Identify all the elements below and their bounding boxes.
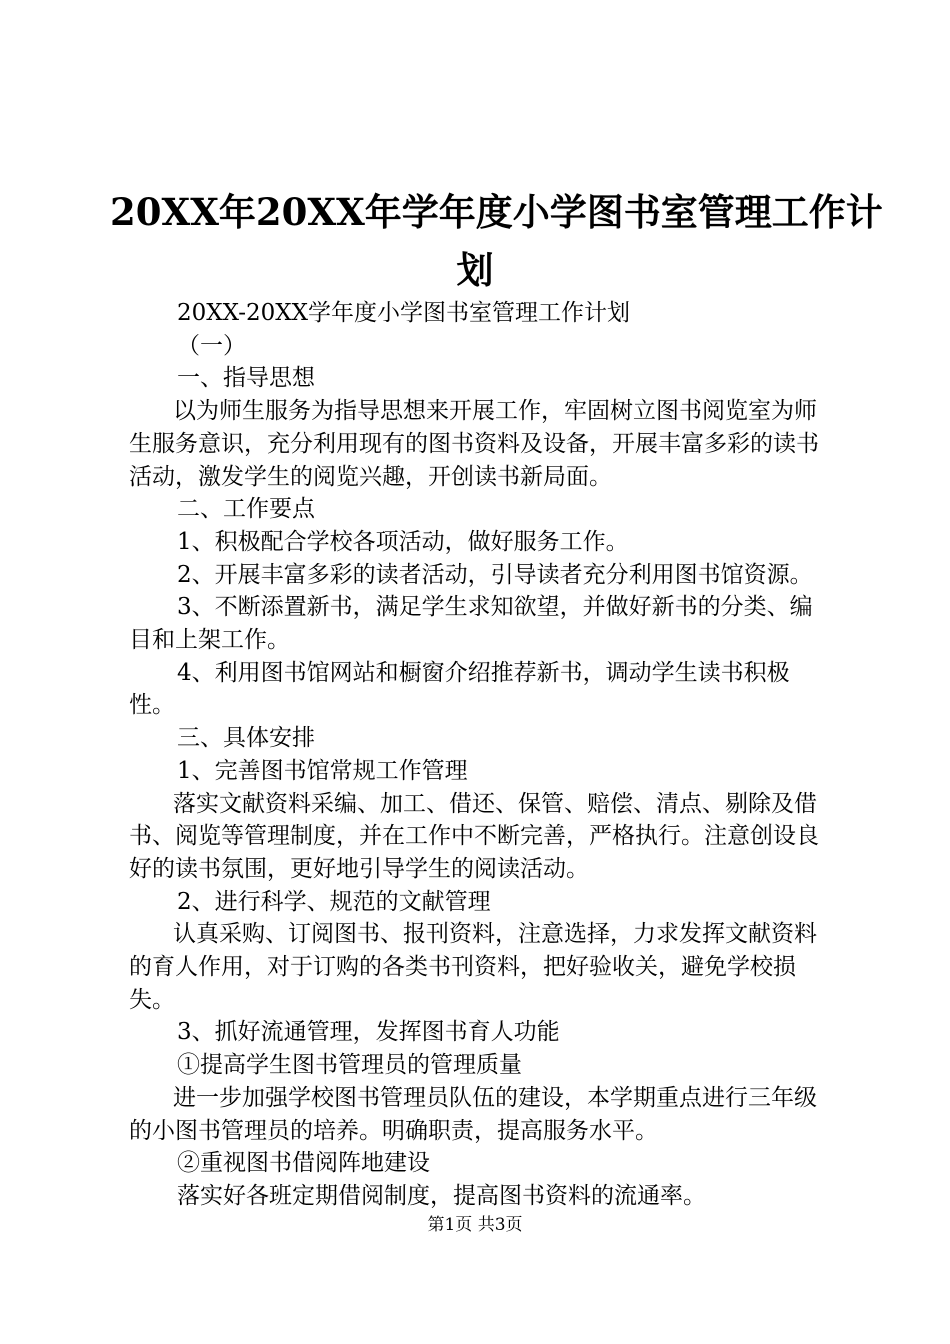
- arrangement-paragraph-1: 落实文献资料采编、加工、借还、保管、赔偿、清点、剔除及借书、阅览等管理制度，并在工作中不断完善，严格执行。注意创设良好的读书氛围，更好地引导学生的阅读活动。: [129, 790, 819, 882]
- paragraph-guiding-thought: 以为师生服务为指导思想来开展工作，牢固树立图书阅览室为师生服务意识，充分利用现有的图书资料及设备，开展丰富多彩的读书活动，激发学生的阅览兴趣，开创读书新局面。: [129, 398, 819, 490]
- arrangement-paragraph-2: 认真采购、订阅图书、报刊资料，注意选择，力求发挥文献资料的育人作用，对于订购的各类书刊资料，把好验收关，避免学校损失。: [129, 921, 817, 1013]
- arrangement-heading-3: 3、抓好流通管理，发挥图书育人功能: [177, 1019, 560, 1046]
- work-point-3: 3、不断添置新书，满足学生求知欲望，并做好新书的分类、编目和上架工作。: [129, 594, 813, 654]
- section-heading-arrangements: 三、具体安排: [177, 725, 315, 752]
- page-footer: 第1页 共3页: [427, 1215, 523, 1235]
- document-title-line-1: 20XX年20XX年学年度小学图书室管理工作计: [110, 190, 883, 234]
- sub-heading-student-librarians: ①提高学生图书管理员的管理质量: [177, 1052, 522, 1079]
- section-heading-work-points: 二、工作要点: [177, 496, 315, 523]
- sub-heading-borrowing: ②重视图书借阅阵地建设: [177, 1150, 430, 1177]
- work-point-2: 2、开展丰富多彩的读者活动，引导读者充分利用图书馆资源。: [177, 561, 813, 588]
- section-marker: （一）: [177, 332, 246, 359]
- work-point-4: 4、利用图书馆网站和橱窗介绍推荐新书，调动学生读书积极性。: [129, 659, 790, 719]
- arrangement-heading-2: 2、进行科学、规范的文献管理: [177, 888, 491, 915]
- paragraph-student-librarians: 进一步加强学校图书管理员队伍的建设，本学期重点进行三年级的小图书管理员的培养。明确职责，提高服务水平。: [129, 1084, 817, 1144]
- work-point-1: 1、积极配合学校各项活动，做好服务工作。: [177, 528, 629, 555]
- section-heading-guiding-thought: 一、指导思想: [177, 365, 315, 392]
- subtitle-paragraph: 20XX-20XX学年度小学图书室管理工作计划: [177, 300, 630, 326]
- document-title-line-2: 划: [456, 248, 494, 292]
- document-body: [129, 297, 834, 1213]
- arrangement-heading-1: 1、完善图书馆常规工作管理: [177, 757, 468, 784]
- paragraph-borrowing: 落实好各班定期借阅制度，提高图书资料的流通率。: [177, 1182, 706, 1209]
